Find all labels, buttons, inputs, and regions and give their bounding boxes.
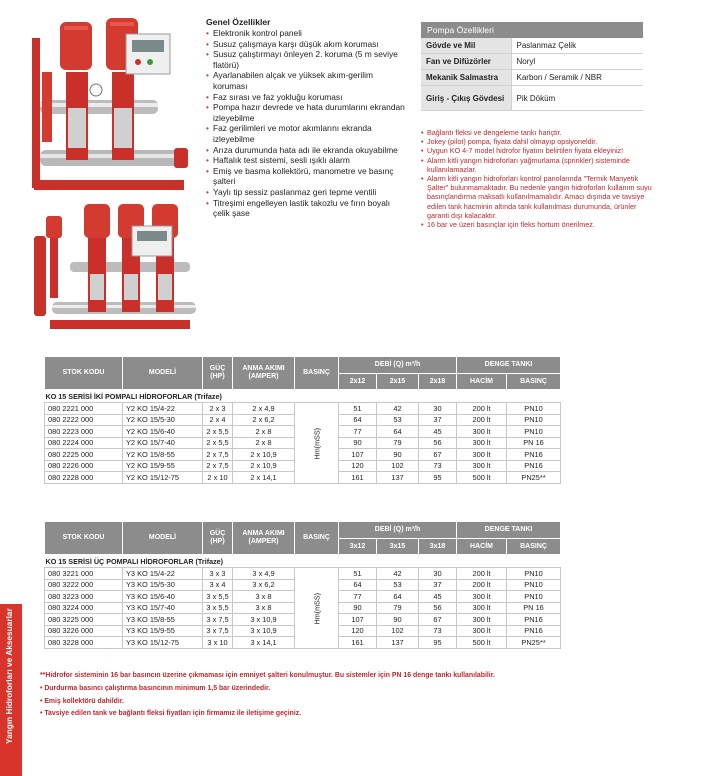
col-model: MODELİ <box>123 357 203 390</box>
col-pressure: BASINÇ <box>295 522 339 555</box>
cell-current: 3 x 8 <box>233 591 295 603</box>
cell-flow-2: 90 <box>377 449 419 461</box>
cell-flow-2: 42 <box>377 568 419 580</box>
table-row <box>45 403 561 415</box>
cell-power: 3 x 7,5 <box>203 614 233 626</box>
feature-item: • Susuz çalışmaya karşı düşük akım koruması <box>206 39 406 50</box>
cell-flow-1: 120 <box>339 460 377 472</box>
feature-item: • Elektronik kontrol paneli <box>206 28 406 39</box>
spec-key: Mekanik Salmastra <box>421 70 511 86</box>
cell-flow-2: 42 <box>377 403 419 415</box>
cell-flow-3: 45 <box>419 591 457 603</box>
cell-volume: 300 lt <box>457 614 507 626</box>
cell-volume: 300 lt <box>457 437 507 449</box>
footnote-item: **Hidrofor sisteminin 16 bar basıncın üzerine çıkmaması için emniyet şalteri konulmuştur. Bu sistemler için PN 16 denge tankı kullanılabilir. <box>40 672 495 679</box>
spec-value: Pik Döküm <box>511 86 643 111</box>
col-flow-2: 2x15 <box>377 374 419 390</box>
col-stock-code: STOK KODU <box>45 522 123 555</box>
col-flow-3: 3x18 <box>419 539 457 555</box>
cell-current: 2 x 6,2 <box>233 414 295 426</box>
spec-value: Paslanmaz Çelik <box>511 38 643 54</box>
three-pump-table <box>44 521 561 649</box>
cell-flow-3: 37 <box>419 579 457 591</box>
cell-volume: 200 lt <box>457 403 507 415</box>
cell-volume: 200 lt <box>457 568 507 580</box>
cell-current: 2 x 10,9 <box>233 449 295 461</box>
cell-flow-1: 107 <box>339 449 377 461</box>
cell-volume: 300 lt <box>457 426 507 438</box>
col-flow-1: 2x12 <box>339 374 377 390</box>
features-title: Genel Özellikler <box>206 17 271 27</box>
cell-flow-1: 107 <box>339 614 377 626</box>
cell-volume: 200 lt <box>457 414 507 426</box>
col-current: ANMA AKIMI (AMPER) <box>233 522 295 555</box>
cell-current: 2 x 10,9 <box>233 460 295 472</box>
feature-item: • Emiş ve basma kollektörü, manometre ve basınç şalteri <box>206 166 406 187</box>
col-flow-1: 3x12 <box>339 539 377 555</box>
cell-model: Y3 KO 15/6-40 <box>123 591 203 603</box>
col-tank: DENGE TANKI <box>457 522 561 539</box>
cell-current: 2 x 8 <box>233 426 295 438</box>
cell-flow-3: 56 <box>419 602 457 614</box>
pump-image-three-pump <box>30 196 200 336</box>
cell-volume: 500 lt <box>457 472 507 484</box>
cell-flow-3: 95 <box>419 472 457 484</box>
cell-tank-pressure: PN16 <box>507 614 561 626</box>
col-tank-pressure: BASINÇ <box>507 374 561 390</box>
note-item: • Bağlantı fleksi ve dengeleme tankı hariçtir. <box>421 128 653 137</box>
cell-flow-1: 161 <box>339 472 377 484</box>
cell-stock: 080 2226 000 <box>45 460 123 472</box>
cell-tank-pressure: PN16 <box>507 625 561 637</box>
cell-current: 3 x 6,2 <box>233 579 295 591</box>
cell-current: 2 x 4,9 <box>233 403 295 415</box>
feature-item: • Yaylı tip sessiz paslanmaz geri tepme ventili <box>206 187 406 198</box>
cell-stock: 080 2222 000 <box>45 414 123 426</box>
cell-flow-3: 95 <box>419 637 457 649</box>
side-section-tab <box>0 604 22 776</box>
cell-current: 2 x 14,1 <box>233 472 295 484</box>
cell-power: 2 x 7,5 <box>203 449 233 461</box>
cell-stock: 080 3226 000 <box>45 625 123 637</box>
cell-flow-1: 51 <box>339 403 377 415</box>
cell-tank-pressure: PN10 <box>507 414 561 426</box>
spec-value: Noryl <box>511 54 643 70</box>
cell-power: 3 x 7,5 <box>203 625 233 637</box>
cell-flow-2: 64 <box>377 426 419 438</box>
cell-stock: 080 2228 000 <box>45 472 123 484</box>
feature-item: • Ayarlanabilen alçak ve yüksek akım-gerilim koruması <box>206 70 406 91</box>
cell-flow-3: 67 <box>419 614 457 626</box>
general-features <box>206 17 406 219</box>
cell-tank-pressure: PN10 <box>507 579 561 591</box>
col-power: GÜÇ (HP) <box>203 357 233 390</box>
cell-volume: 500 lt <box>457 637 507 649</box>
cell-volume: 300 lt <box>457 625 507 637</box>
cell-model: Y3 KO 15/12-75 <box>123 637 203 649</box>
cell-tank-pressure: PN10 <box>507 426 561 438</box>
cell-flow-1: 64 <box>339 579 377 591</box>
cell-stock: 080 2225 000 <box>45 449 123 461</box>
cell-flow-3: 67 <box>419 449 457 461</box>
cell-stock: 080 3224 000 <box>45 602 123 614</box>
footnotes <box>40 670 600 721</box>
feature-item: • Pompa hazır devrede ve hata durumlarını ekrandan izleyebilme <box>206 102 406 123</box>
cell-flow-1: 51 <box>339 568 377 580</box>
cell-model: Y3 KO 15/4-22 <box>123 568 203 580</box>
two-pump-table <box>44 356 561 484</box>
cell-current: 3 x 4,9 <box>233 568 295 580</box>
cell-model: Y2 KO 15/9-55 <box>123 460 203 472</box>
footnote-item: • Emiş kollektörü dahildir. <box>40 697 124 705</box>
cell-tank-pressure: PN 16 <box>507 437 561 449</box>
col-flow-2: 3x15 <box>377 539 419 555</box>
cell-model: Y2 KO 15/6-40 <box>123 426 203 438</box>
cell-power: 3 x 4 <box>203 579 233 591</box>
cell-flow-3: 56 <box>419 437 457 449</box>
cell-flow-1: 64 <box>339 414 377 426</box>
cell-model: Y3 KO 15/8-55 <box>123 614 203 626</box>
cell-tank-pressure: PN10 <box>507 591 561 603</box>
cell-power: 2 x 7,5 <box>203 460 233 472</box>
cell-flow-3: 45 <box>419 426 457 438</box>
cell-current: 3 x 10,9 <box>233 614 295 626</box>
cell-flow-2: 79 <box>377 437 419 449</box>
cell-flow-1: 77 <box>339 426 377 438</box>
cell-tank-pressure: PN10 <box>507 568 561 580</box>
note-item: • Jokey (pilot) pompa, fiyata dahil olmayıp opsiyoneldir. <box>421 137 653 146</box>
cell-tank-pressure: PN25** <box>507 472 561 484</box>
col-stock-code: STOK KODU <box>45 357 123 390</box>
cell-power: 2 x 5,5 <box>203 426 233 438</box>
cell-flow-3: 37 <box>419 414 457 426</box>
cell-stock: 080 3221 000 <box>45 568 123 580</box>
col-flow: DEBİ (Q) m³/h <box>339 357 457 374</box>
cell-current: 3 x 10,9 <box>233 625 295 637</box>
cell-flow-2: 102 <box>377 625 419 637</box>
specs-title: Pompa Özellikleri <box>421 22 643 38</box>
note-item: • Alarm kitli yangın hidroforları yağmurlama (sprinkler) sisteminde kullanılamazlar. <box>421 156 653 174</box>
cell-flow-2: 64 <box>377 591 419 603</box>
features-list <box>206 28 406 219</box>
cell-stock: 080 2224 000 <box>45 437 123 449</box>
cell-flow-2: 90 <box>377 614 419 626</box>
col-tank-pressure: BASINÇ <box>507 539 561 555</box>
table-row <box>45 568 561 580</box>
cell-volume: 300 lt <box>457 602 507 614</box>
cell-tank-pressure: PN10 <box>507 403 561 415</box>
feature-item: • Arıza durumunda hata adı ile ekranda okuyabilme <box>206 145 406 156</box>
cell-flow-2: 102 <box>377 460 419 472</box>
cell-current: 3 x 14,1 <box>233 637 295 649</box>
cell-tank-pressure: PN16 <box>507 449 561 461</box>
cell-model: Y2 KO 15/4-22 <box>123 403 203 415</box>
cell-flow-2: 137 <box>377 472 419 484</box>
cell-flow-2: 53 <box>377 414 419 426</box>
feature-item: • Titreşimi engelleyen lastik takozlu ve fırın boyalı çelik şase <box>206 198 406 219</box>
spec-value: Karbon / Seramik / NBR <box>511 70 643 86</box>
cell-volume: 200 lt <box>457 579 507 591</box>
cell-volume: 300 lt <box>457 449 507 461</box>
col-tank: DENGE TANKI <box>457 357 561 374</box>
cell-stock: 080 3222 000 <box>45 579 123 591</box>
cell-volume: 300 lt <box>457 591 507 603</box>
cell-power: 2 x 4 <box>203 414 233 426</box>
feature-item: • Susuz çalıştırmayı önleyen 2. koruma (5 m seviye flatörü) <box>206 49 406 70</box>
note-item: • 16 bar ve üzeri basınçlar için fleks hortum önerilmez. <box>421 220 653 229</box>
spec-key: Giriş - Çıkış Gövdesi <box>421 86 511 111</box>
footnote-item: • Tavsiye edilen tank ve bağlantı fleksi fiyatları için firmamız ile iletişime geçiniz. <box>40 710 302 718</box>
cell-flow-3: 30 <box>419 403 457 415</box>
cell-stock: 080 3225 000 <box>45 614 123 626</box>
col-current: ANMA AKIMI (AMPER) <box>233 357 295 390</box>
cell-model: Y3 KO 15/7-40 <box>123 602 203 614</box>
footnote-item: • Durdurma basıncı çalıştırma basıncının minimum 1,5 bar üzerindedir. <box>40 684 271 692</box>
col-pressure: BASINÇ <box>295 357 339 390</box>
cell-power: 2 x 5,5 <box>203 437 233 449</box>
cell-stock: 080 2223 000 <box>45 426 123 438</box>
cell-current: 2 x 8 <box>233 437 295 449</box>
cell-model: Y2 KO 15/8-55 <box>123 449 203 461</box>
cell-stock: 080 3228 000 <box>45 637 123 649</box>
cell-tank-pressure: PN25** <box>507 637 561 649</box>
cell-power: 2 x 3 <box>203 403 233 415</box>
cell-tank-pressure: PN16 <box>507 460 561 472</box>
cell-flow-3: 73 <box>419 460 457 472</box>
pump-specs-table <box>421 22 643 111</box>
cell-tank-pressure: PN 16 <box>507 602 561 614</box>
cell-stock: 080 3223 000 <box>45 591 123 603</box>
col-flow: DEBİ (Q) m³/h <box>339 522 457 539</box>
note-item: • Alarm kitli yangın hidroforları kontrol panolarında "Termik Manyetik Şalter" bulunmamaktadır. Bu nedenle yangın hidroforları kullanım suyu basınçlandırma maksatlı kullanılmamalıdır. Amacı dışında ve tavsiye edilen tank hacminin altında tank kullanılması durumunda, ürünler garanti dışı kalacaktır. <box>421 174 653 220</box>
cell-model: Y2 KO 15/5-30 <box>123 414 203 426</box>
cell-power: 3 x 3 <box>203 568 233 580</box>
cell-flow-1: 161 <box>339 637 377 649</box>
side-tab-label: Yangın Hidroforları ve Aksesuarlar <box>4 608 14 744</box>
cell-stock: 080 2221 000 <box>45 403 123 415</box>
spec-key: Gövde ve Mil <box>421 38 511 54</box>
cell-model: Y2 KO 15/12-75 <box>123 472 203 484</box>
notes-list <box>421 128 653 229</box>
cell-flow-1: 77 <box>339 591 377 603</box>
feature-item: • Faz gerilimleri ve motor akımlarını ekranda izleyebilme <box>206 123 406 144</box>
cell-power: 3 x 10 <box>203 637 233 649</box>
cell-flow-1: 120 <box>339 625 377 637</box>
feature-item: • Haftalık test sistemi, sesli ışıklı alarm <box>206 155 406 166</box>
cell-current: 3 x 8 <box>233 602 295 614</box>
cell-model: Y3 KO 15/9-55 <box>123 625 203 637</box>
cell-flow-2: 53 <box>377 579 419 591</box>
cell-model: Y3 KO 15/5-30 <box>123 579 203 591</box>
section-title: KO 15 SERİSİ İKİ POMPALI HİDROFORLAR (Trifaze) <box>45 391 222 401</box>
cell-model: Y2 KO 15/7-40 <box>123 437 203 449</box>
feature-item: • Faz sırası ve faz yokluğu koruması <box>206 92 406 103</box>
col-flow-3: 2x18 <box>419 374 457 390</box>
spec-key: Fan ve Difüzörler <box>421 54 511 70</box>
pressure-unit: Hm(mSS) <box>295 568 339 649</box>
cell-flow-1: 90 <box>339 602 377 614</box>
cell-flow-2: 137 <box>377 637 419 649</box>
section-title: KO 15 SERİSİ ÜÇ POMPALI HİDROFORLAR (Trifaze) <box>45 556 224 566</box>
cell-flow-3: 30 <box>419 568 457 580</box>
cell-volume: 300 lt <box>457 460 507 472</box>
pump-image-two-pump <box>28 8 196 196</box>
col-tank-volume: HACİM <box>457 374 507 390</box>
cell-flow-2: 79 <box>377 602 419 614</box>
col-tank-volume: HACİM <box>457 539 507 555</box>
cell-power: 2 x 10 <box>203 472 233 484</box>
note-item: • Uygun KO 4-7 model hidrofor fiyatını belirtilen fiyata ekleyiniz! <box>421 146 653 155</box>
col-power: GÜÇ (HP) <box>203 522 233 555</box>
cell-power: 3 x 5,5 <box>203 602 233 614</box>
cell-flow-1: 90 <box>339 437 377 449</box>
col-model: MODELİ <box>123 522 203 555</box>
cell-power: 3 x 5,5 <box>203 591 233 603</box>
cell-flow-3: 73 <box>419 625 457 637</box>
pressure-unit: Hm(mSS) <box>295 403 339 484</box>
